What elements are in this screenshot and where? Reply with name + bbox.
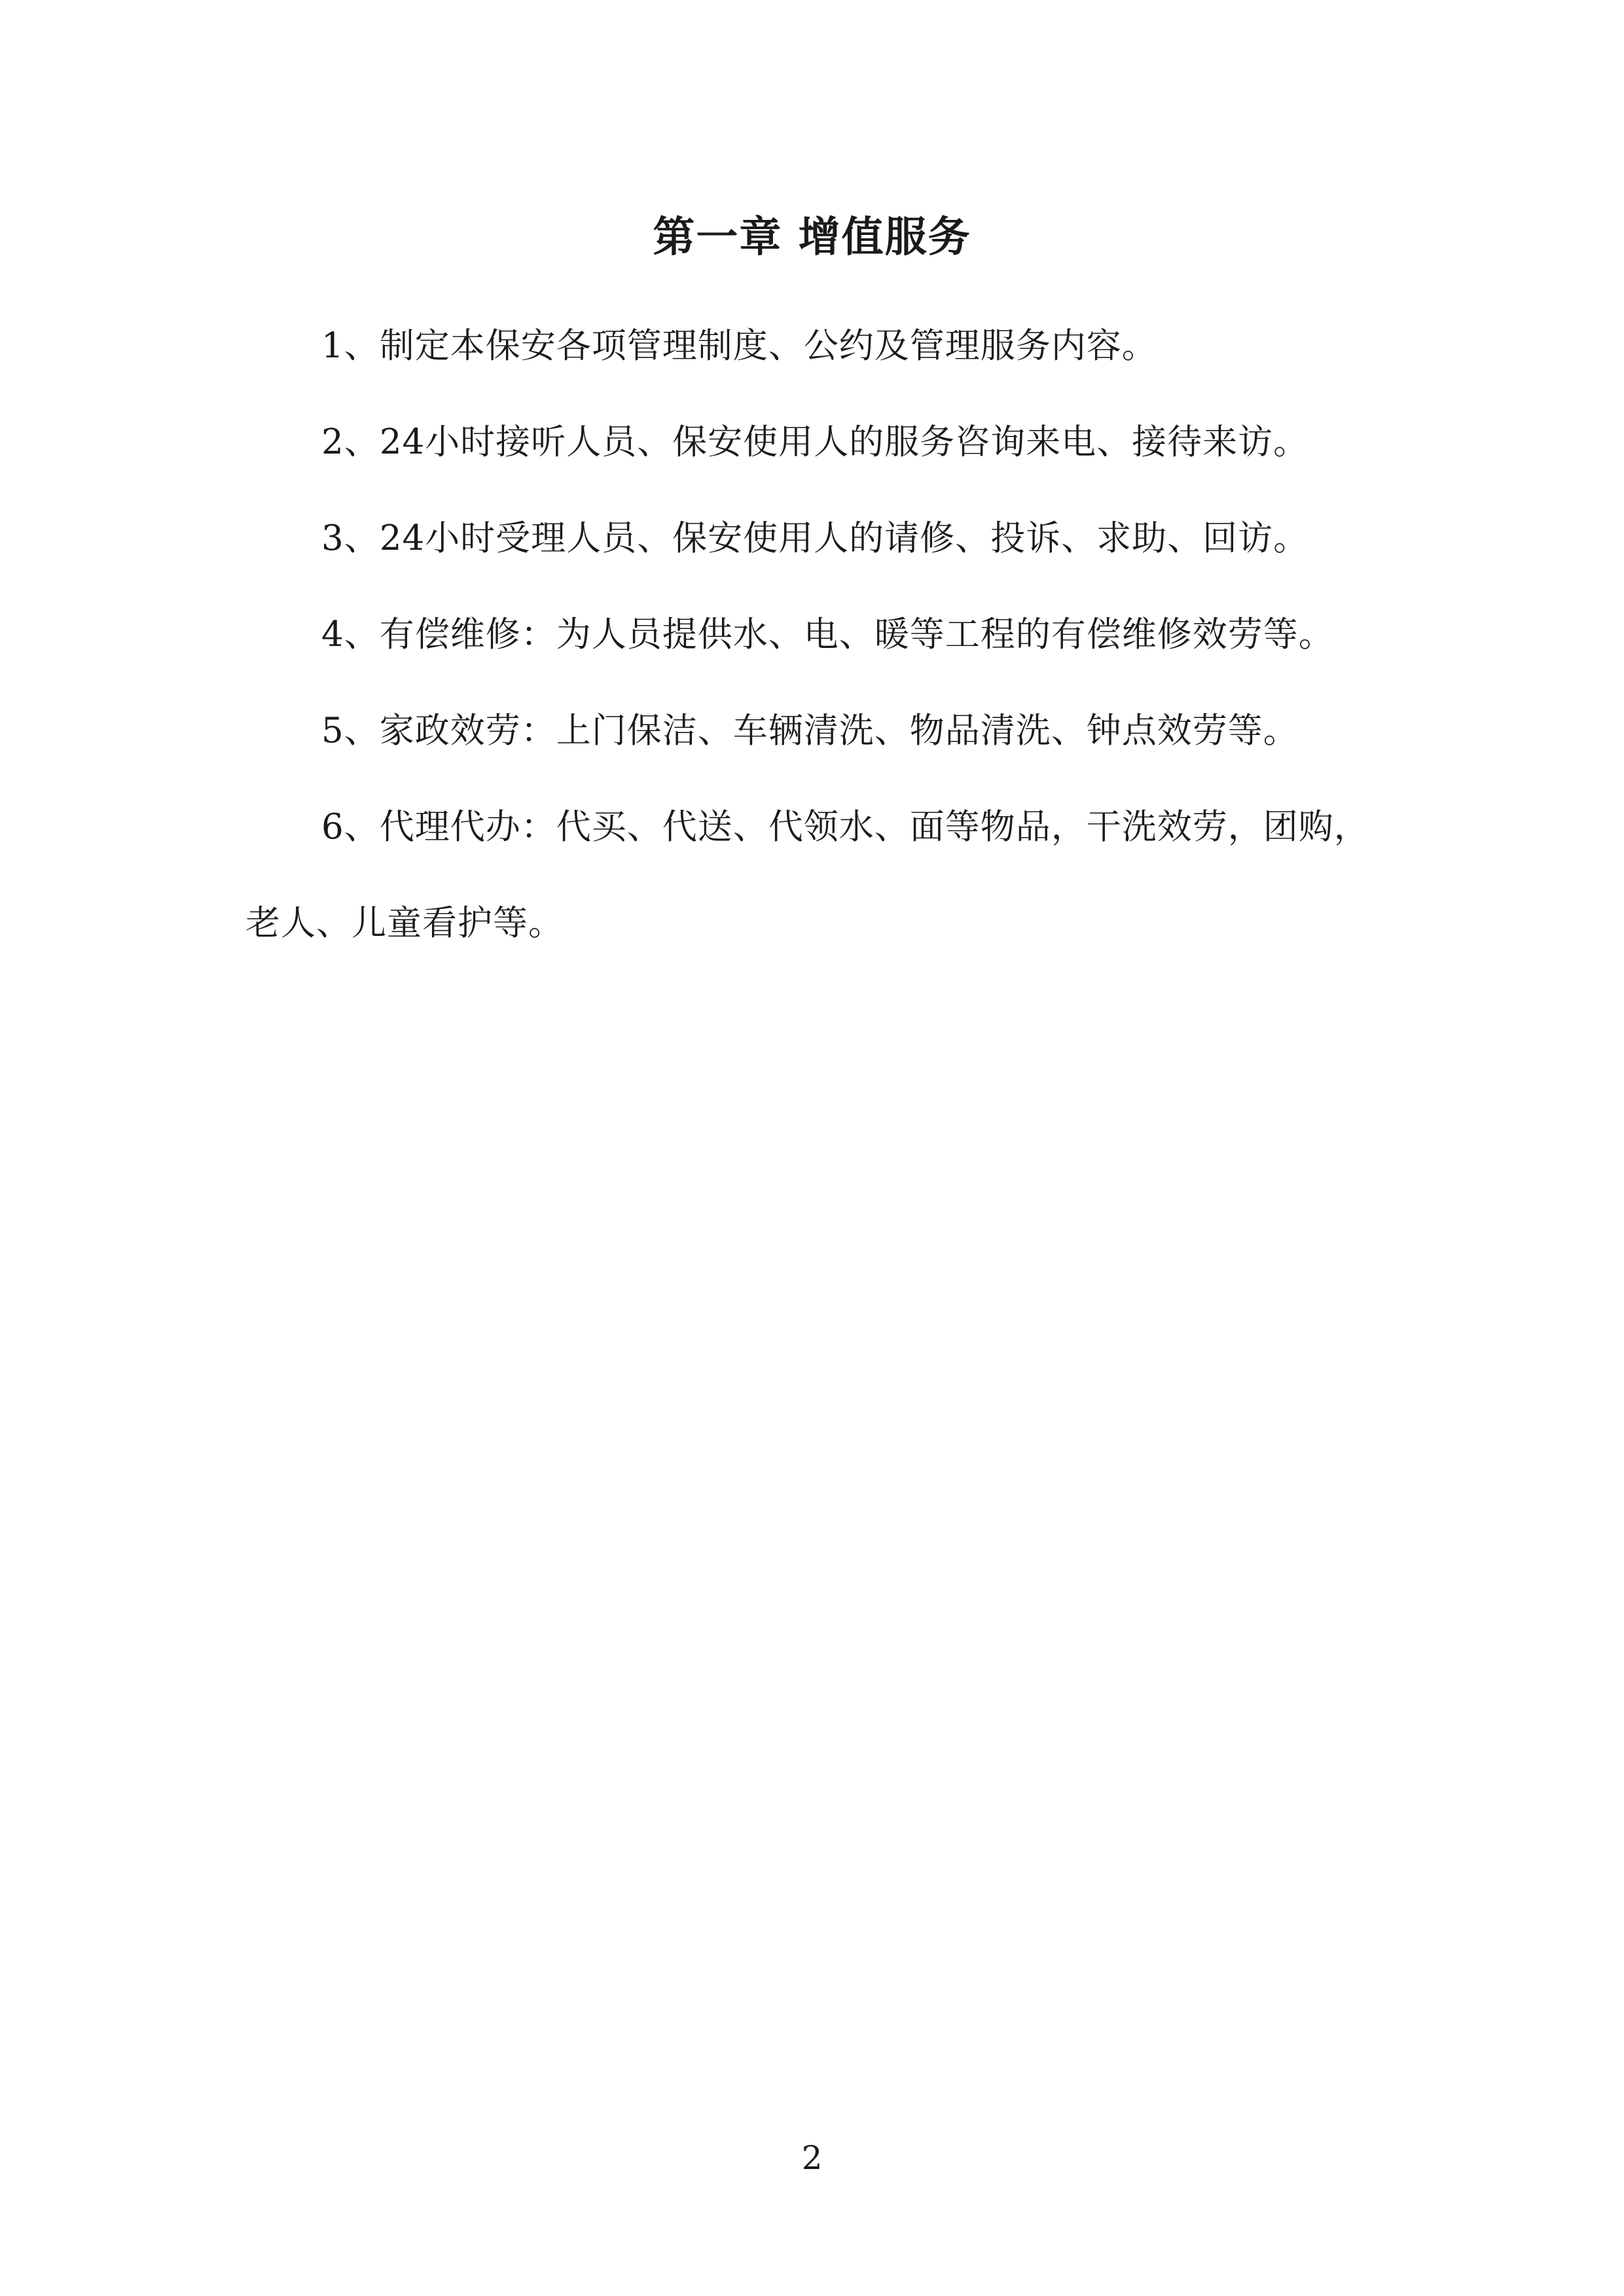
chapter-title: 第一章 增值服务 xyxy=(653,213,971,262)
paragraph-2: 2、24小时接听人员、保安使用人的服务咨询来电、接待来访。 xyxy=(321,422,1309,462)
page-number: 2 xyxy=(801,2139,823,2177)
paragraph-6: 6、代理代办：代买、代送、代领水、面等物品，干洗效劳，团购，老人、儿童看护等。 xyxy=(245,807,1369,943)
paragraph-3: 3、24小时受理人员、保安使用人的请修、投诉、求助、回访。 xyxy=(321,518,1309,558)
body-text xyxy=(245,298,1384,971)
paragraph-5: 5、家政效劳：上门保洁、车辆清洗、物品清洗、钟点效劳等。 xyxy=(321,711,1299,751)
paragraph-1: 1、制定本保安各项管理制度、公约及管理服务内容。 xyxy=(321,326,1157,366)
paragraph-4: 4、有偿维修：为人员提供水、电、暖等工程的有偿维修效劳等。 xyxy=(321,615,1334,655)
